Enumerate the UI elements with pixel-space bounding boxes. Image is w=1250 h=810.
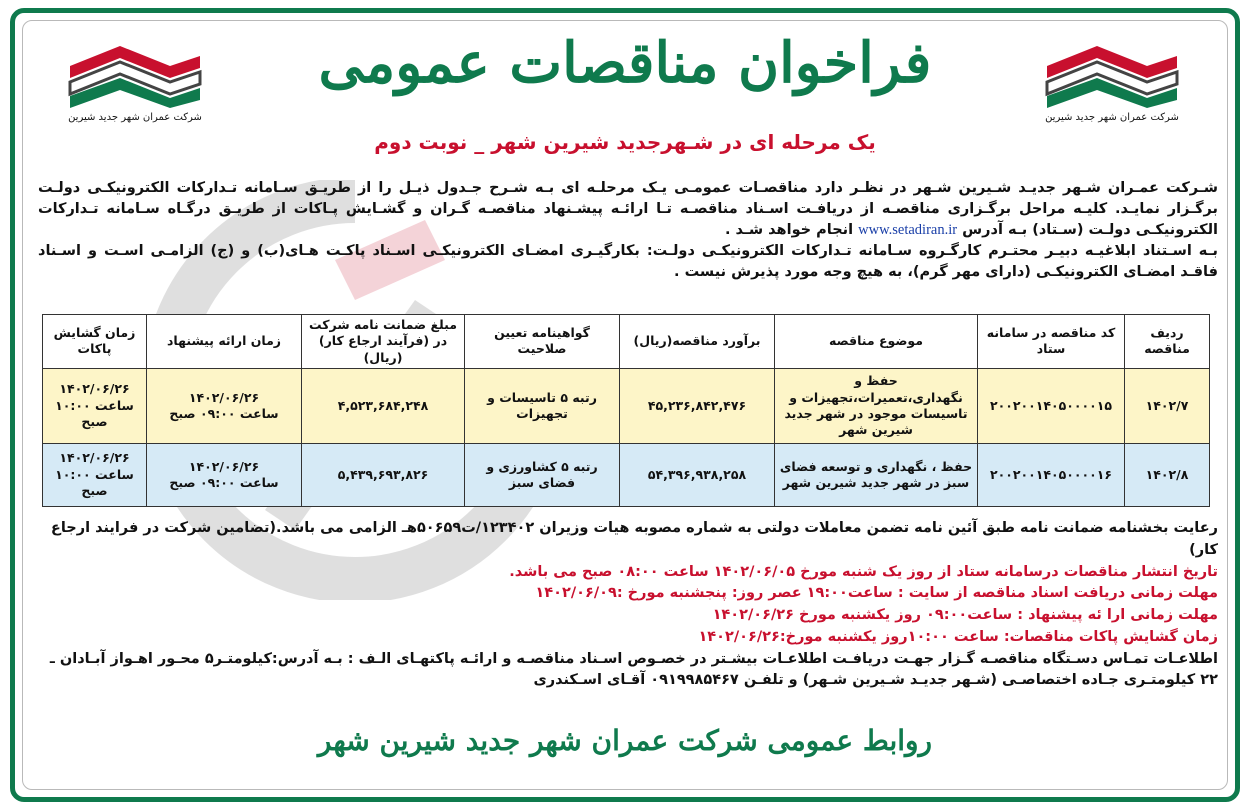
tender-table [42, 314, 1210, 507]
logo-caption: شرکت عمران شهر جدید شیرین [68, 112, 202, 123]
header-subject: موضوع مناقصه [775, 315, 978, 369]
cell-opening-time [43, 368, 147, 443]
signature-rule-paragraph: بـه اسـتناد ابلاغیـه دبیـر محتـرم کارگـروه سـامانه تـدارکات الکترونیکـی دولـت: بکارگیـری امضـای الکترونیکـی اسـناد پاکـت هـای(ب) و (ج) الزامـی اسـت و اسـناد فاقـد امضـای الکترونیکـی (دارای مهر گرم)، به هیچ وجه مورد پذیرش نیست . [38, 243, 1218, 281]
header-guarantee: مبلغ ضمانت نامه شرکت در (فرآیند ارجاع کار)(ریال) [302, 315, 465, 369]
header-code: کد مناقصه در سامانه ستاد [978, 315, 1125, 369]
cell-row-no: ۱۴۰۲/۷ [1125, 368, 1210, 443]
header-estimate: برآورد مناقصه(ریال) [620, 315, 775, 369]
intro-text [38, 178, 1218, 283]
publish-date-note: تاریخ انتشار مناقصات درسامانه ستاد از روز یک شنبه مورخ ۱۴۰۲/۰۶/۰۵ ساعت ۰۸:۰۰ صبح می باشد. [509, 563, 1218, 580]
table-row [43, 443, 1210, 506]
opening-hour: ساعت ۱۰:۰۰ صبح [55, 397, 134, 429]
offer-hour: ساعت ۰۹:۰۰ صبح [169, 405, 279, 421]
intro-paragraph [38, 178, 1218, 241]
company-logo-icon [1037, 38, 1187, 108]
cell-subject: حفظ ، نگهداری و توسعه فضای سبز در شهر جدید شیرین شهر [775, 443, 978, 506]
header-row-no: ردیف مناقصه [1125, 315, 1210, 369]
company-logo-right [1032, 38, 1192, 133]
table-row [43, 368, 1210, 443]
company-logo-icon [60, 38, 210, 108]
cell-guarantee: ۴,۵۲۳,۶۸۴,۲۴۸ [302, 368, 465, 443]
header-offer-time: زمان ارائه پیشنهاد [147, 315, 302, 369]
intro-text-part-a: شـرکت عمـران شـهر جدیـد شـیرین شـهر در نظـر دارد مناقصـات عمومـی یـک مرحلـه ای بـه شـرح جـدول ذیـل را از طریـق سـامانه تـدارکات الکترونیکـی دولـت برگـزار نمایـد. کلیـه مراحل برگـزاری مناقصـه از دریافـت اسـناد مناقصـه تـا ارائـه پیشـنهاد مناقصـه گـران و گشـایش پـاکات از طریـق درگـاه سـامانه تـدارکات الکترونیکـی دولـت (سـتاد) بـه آدرس [38, 180, 1218, 239]
cell-code: ۲۰۰۲۰۰۱۴۰۵۰۰۰۰۱۵ [978, 368, 1125, 443]
cell-certificate: رتبه ۵ تاسیسات و تجهیزات [465, 368, 620, 443]
document-deadline-note: مهلت زمانی دریافت اسناد مناقصه از سایت : ساعت۱۹:۰۰ عصر روز: پنجشنبه مورخ :۱۴۰۲/۰۶/۰۹ [535, 585, 1218, 602]
header-opening-time: زمان گشایش پاکات [43, 315, 147, 369]
cell-guarantee: ۵,۴۳۹,۶۹۳,۸۲۶ [302, 443, 465, 506]
header-certificate: گواهینامه تعیین صلاحیت [465, 315, 620, 369]
cell-estimate: ۵۴,۳۹۶,۹۳۸,۲۵۸ [620, 443, 775, 506]
cell-offer-time [147, 443, 302, 506]
footer-signature: روابط عمومی شرکت عمران شهر جدید شیرین شهر [317, 724, 933, 757]
opening-hour: ساعت ۱۰:۰۰ صبح [55, 466, 134, 498]
company-logo-left [55, 38, 215, 133]
offer-date: ۱۴۰۲/۰۶/۲۶ [188, 389, 260, 405]
cell-code: ۲۰۰۲۰۰۱۴۰۵۰۰۰۰۱۶ [978, 443, 1125, 506]
logo-caption: شرکت عمران شهر جدید شیرین [1045, 112, 1179, 123]
offer-deadline-note: مهلت زمانی ارا ئه پیشنهاد : ساعت۰۹:۰۰ روز یکشنبه مورخ ۱۴۰۲/۰۶/۲۶ [712, 607, 1218, 623]
cell-row-no: ۱۴۰۲/۸ [1125, 443, 1210, 506]
offer-hour: ساعت ۰۹:۰۰ صبح [169, 474, 279, 490]
opening-date: ۱۴۰۲/۰۶/۲۶ [59, 450, 130, 466]
offer-date: ۱۴۰۲/۰۶/۲۶ [188, 458, 260, 474]
intro-text-part-b: انجام خواهد شـد . [724, 222, 854, 239]
cell-estimate: ۴۵,۲۳۶,۸۴۲,۴۷۶ [620, 368, 775, 443]
table-header-row [43, 315, 1210, 369]
setad-url-link[interactable]: www.setadiran.ir [858, 222, 958, 239]
cell-offer-time [147, 368, 302, 443]
page-subtitle: یک مرحله ای در شـهرجدید شیرین شهر _ نوبت دوم [374, 130, 876, 154]
page-title: فراخوان مناقصات عمومی [318, 30, 932, 96]
cell-certificate: رتبه ۵ کشاورزی و فضای سبز [465, 443, 620, 506]
notes-section [38, 518, 1218, 692]
contact-note: اطلاعـات تمـاس دسـتگاه مناقصـه گـزار جهـت دریافـت اطلاعـات بیشـتر در خصـوص اسـناد مناقصـه و ارائـه پاکتهـای الـف : بـه آدرس:کیلومتـر۵ محـور اهـواز آبـادان ـ ۲۲ کیلومتـری جـاده اختصاصـی (شـهر جدیـد شـیرین شـهر) و تلفـن ۰۹۱۹۹۸۵۴۶۷ آقـای اسـکندری [49, 650, 1218, 689]
opening-date: ۱۴۰۲/۰۶/۲۶ [59, 381, 130, 397]
cell-opening-time [43, 443, 147, 506]
opening-note: زمان گشایش پاکات مناقصات: ساعت ۱۰:۰۰روز یکشنبه مورخ:۱۴۰۲/۰۶/۲۶ [698, 628, 1218, 645]
guarantee-rule-note: رعایت بخشنامه ضمانت نامه طبق آئین نامه تضمن معاملات دولتی به شماره مصوبه هیات وزیران ۱۲۳۴۰۲/ت۵۰۶۵۹هـ الزامی می باشد.(تضامین شرکت در فرایند ارجاع کار) [50, 520, 1218, 558]
cell-subject: حفظ و نگهداری،تعمیرات،تجهیزات و تاسیسات موجود در شهر جدید شیرین شهر [775, 368, 978, 443]
